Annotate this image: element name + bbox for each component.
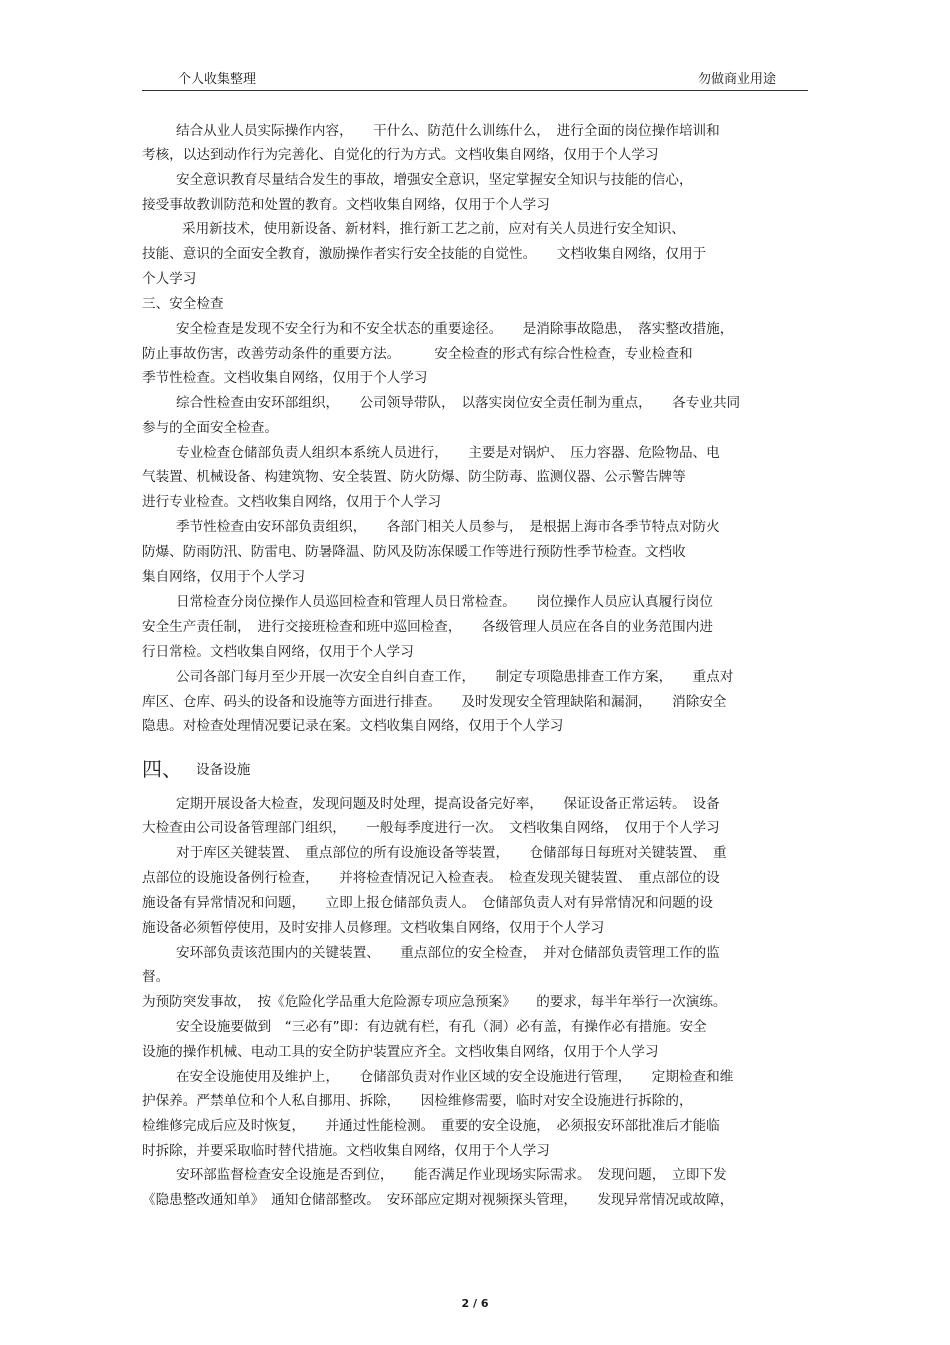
paragraph-line: 安全生产责任制， 进行交接班检查和班中巡回检查， 各级管理人员应在各自的业务范围内进	[142, 619, 713, 635]
paragraph-line: 行日常检。文档收集自网络，仅用于个人学习	[142, 644, 414, 660]
paragraph-line: 参与的全面安全检查。	[142, 420, 278, 436]
paragraph-line: 设施的操作机械、电动工具的安全防护装置应齐全。文档收集自网络，仅用于个人学习	[142, 1044, 659, 1060]
header-right-text: 勿做商业用途	[697, 72, 776, 87]
page-header	[142, 66, 808, 91]
paragraph-line: 检维修完成后应及时恢复， 并通过性能检测。 重要的安全设施， 必须报安环部批准后才能临	[142, 1118, 720, 1134]
paragraph-line: 隐患。对检查处理情况要记录在案。文档收集自网络，仅用于个人学习	[142, 718, 564, 734]
paragraph-line: 大检查由公司设备管理部门组织， 一般每季度进行一次。 文档收集自网络， 仅用于个人学习	[142, 820, 720, 836]
paragraph-line: 季节性检查由安环部负责组织， 各部门相关人员参与， 是根据上海市各季节特点对防火	[176, 519, 720, 535]
paragraph-line: 采用新技术，使用新设备、新材料，推行新工艺之前，应对有关人员进行安全知识、	[182, 221, 685, 237]
paragraph-line: 施设备有异常情况和问题， 立即上报仓储部负责人。 仓储部负责人对有异常情况和问题的设	[142, 895, 713, 911]
paragraph-line: 时拆除，并要采取临时替代措施。文档收集自网络，仅用于个人学习	[142, 1143, 550, 1159]
paragraph-line: 防止事故伤害，改善劳动条件的重要方法。 安全检查的形式有综合性检查，专业检查和	[142, 346, 693, 362]
paragraph-line: 安全设施要做到 “三必有”即：有边就有栏，有孔（洞）必有盖，有操作必有措施。安全	[176, 1019, 707, 1035]
paragraph-line: 防爆、防雨防汛、防雷电、防暑降温、防风及防冻保暖工作等进行预防性季节检查。文档收	[142, 544, 686, 560]
header-left-text: 个人收集整理	[178, 72, 257, 87]
paragraph-line: 督。	[142, 969, 170, 985]
paragraph-line: 库区、仓库、码头的设备和设施等方面进行排查。 及时发现安全管理缺陷和漏洞， 消除安全	[142, 694, 727, 710]
paragraph-line: 施设备必须暂停使用，及时安排人员修理。文档收集自网络，仅用于个人学习	[142, 920, 605, 936]
section-heading-4	[142, 756, 250, 783]
section-title: 设备设施	[196, 762, 251, 778]
paragraph-line: 集自网络，仅用于个人学习	[142, 569, 306, 585]
paragraph-line: 在安全设施使用及维护上， 仓储部负责对作业区域的安全设施进行管理， 定期检查和维	[176, 1069, 734, 1085]
paragraph-line: 护保养。严禁单位和个人私自挪用、拆除， 因检维修需要，临时对安全设施进行拆除的，	[142, 1093, 693, 1109]
paragraph-line: 安环部监督检查安全设施是否到位， 能否满足作业现场实际需求。 发现问题， 立即下发	[176, 1167, 727, 1183]
paragraph-line: 技能、意识的全面安全教育，激励操作者实行安全技能的自觉性。 文档收集自网络，仅用于	[142, 246, 707, 262]
paragraph-line: 《隐患整改通知单》 通知仓储部整改。 安环部应定期对视频探头管理， 发现异常情况或故障，	[142, 1192, 734, 1208]
paragraph-line: 点部位的设施设备例行检查， 并将检查情况记入检查表。 检查发现关键装置、 重点部位的设	[142, 870, 720, 886]
paragraph-line: 定期开展设备大检查，发现问题及时处理，提高设备完好率， 保证设备正常运转。 设备	[176, 796, 720, 812]
paragraph-line: 安全意识教育尽量结合发生的事故，增强安全意识，坚定掌握安全知识与技能的信心，	[176, 172, 693, 188]
paragraph-line: 综合性检查由安环部组织， 公司领导带队， 以落实岗位安全责任制为重点， 各专业共同	[176, 395, 741, 411]
paragraph-line: 日常检查分岗位操作人员巡回检查和管理人员日常检查。 岗位操作人员应认真履行岗位	[176, 594, 713, 610]
section-number: 四、	[142, 757, 182, 781]
paragraph-line: 公司各部门每月至少开展一次安全自纠自查工作， 制定专项隐患排查工作方案， 重点对	[176, 669, 734, 685]
paragraph-line: 进行专业检查。文档收集自网络，仅用于个人学习	[142, 494, 442, 510]
paragraph-line: 为预防突发事故， 按《危险化学品重大危险源专项应急预案》 的要求，每半年举行一次演练。	[142, 994, 727, 1010]
paragraph-line: 气装置、机械设备、构建筑物、安全装置、防火防爆、防尘防毒、监测仪器、公示警告牌等	[142, 469, 686, 485]
paragraph-line: 考核，以达到动作行为完善化、自觉化的行为方式。文档收集自网络，仅用于个人学习	[142, 147, 659, 163]
paragraph-line: 安环部负责该范围内的关键装置、 重点部位的安全检查， 并对仓储部负责管理工作的监	[176, 945, 720, 961]
paragraph-line: 对于库区关键装置、 重点部位的所有设施设备等装置， 仓储部每日每班对关键装置、 重	[176, 845, 727, 861]
paragraph-line: 结合从业人员实际操作内容， 干什么、防范什么训练什么， 进行全面的岗位操作培训和	[176, 123, 720, 139]
page-number: 2 / 6	[461, 1297, 489, 1310]
paragraph-line: 专业检查仓储部负责人组织本系统人员进行， 主要是对锅炉、 压力容器、危险物品、电	[176, 445, 720, 461]
paragraph-line: 个人学习	[142, 271, 197, 287]
paragraph-line: 安全检查是发现不安全行为和不安全状态的重要途径。 是消除事故隐患， 落实整改措施，	[176, 321, 734, 337]
paragraph-line: 季节性检查。文档收集自网络，仅用于个人学习	[142, 370, 428, 386]
paragraph-line: 接受事故教训防范和处置的教育。文档收集自网络，仅用于个人学习	[142, 197, 550, 213]
section-heading-3: 三、安全检查	[142, 296, 224, 312]
